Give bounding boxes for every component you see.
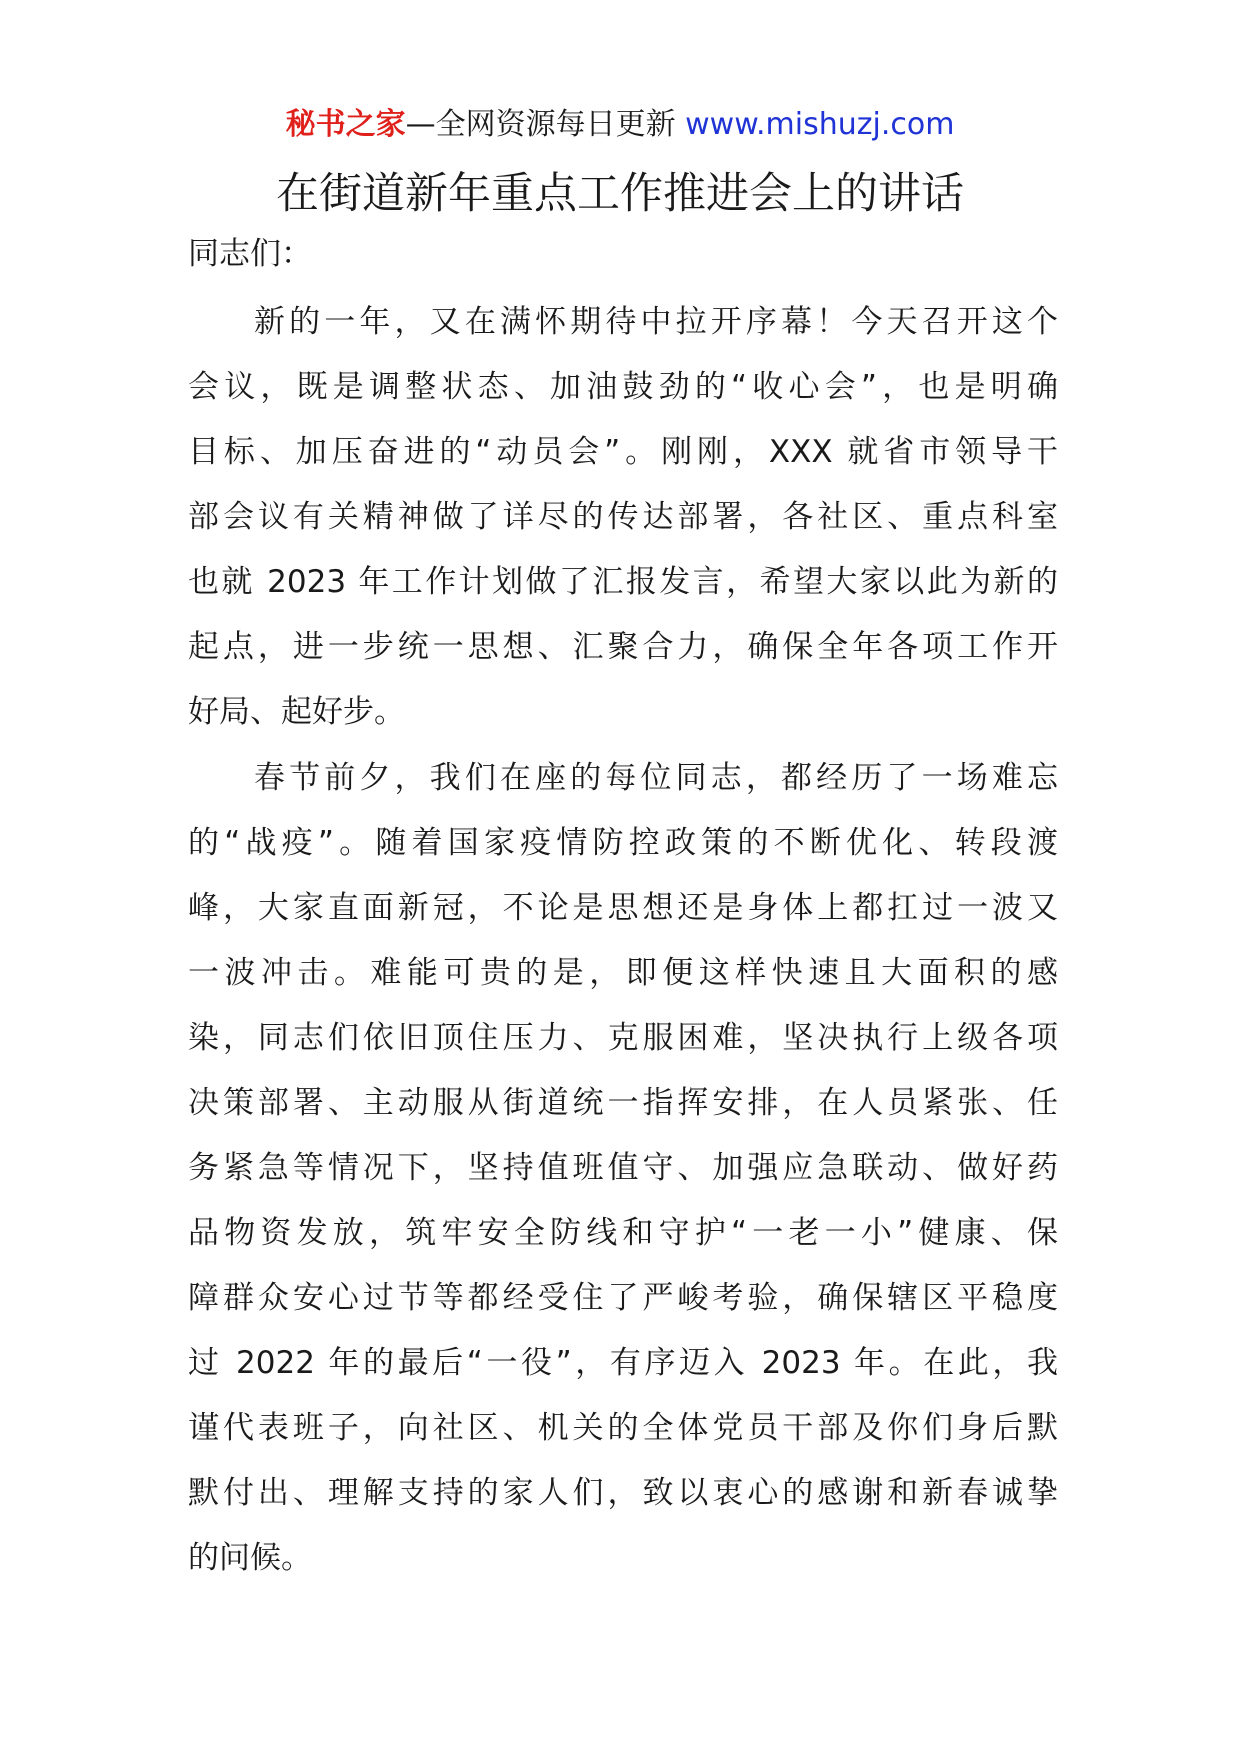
paragraph-line: 品物资发放，筑牢安全防线和守护“一老一小”健康、保: [188, 1215, 1058, 1251]
paragraph-line: 障群众安心过节等都经受住了严峻考验，确保辖区平稳度: [188, 1280, 1058, 1316]
body-paragraph: [188, 290, 1058, 745]
paragraph-line: 好局、起好步。: [188, 694, 405, 730]
paragraph-line: 一波冲击。难能可贵的是，即便这样快速且大面积的感: [188, 955, 1058, 991]
body-paragraph: [188, 746, 1058, 1591]
paragraph-line: 的“战疫”。随着国家疫情防控政策的不断优化、转段渡: [188, 825, 1058, 861]
paragraph-line: 过 2022 年的最后“一役”，有序迈入 2023 年。在此，我: [188, 1345, 1058, 1381]
paragraph-line: 谨代表班子，向社区、机关的全体党员干部及你们身后默: [188, 1410, 1058, 1446]
site-name: 秘书之家: [285, 107, 406, 142]
paragraph-line: 决策部署、主动服从街道统一指挥安排，在人员紧张、任: [188, 1085, 1058, 1121]
paragraph-line: 目标、加压奋进的“动员会”。刚刚，XXX 就省市领导干: [188, 434, 1058, 470]
salutation: 同志们：: [188, 236, 312, 272]
paragraph-line: 默付出、理解支持的家人们，致以衷心的感谢和新春诚挚: [188, 1475, 1058, 1511]
header-banner: [0, 100, 1240, 150]
paragraph-line: 染，同志们依旧顶住压力、克服困难，坚决执行上级各项: [188, 1020, 1058, 1056]
site-url-link[interactable]: www.mishuzj.com: [685, 107, 955, 142]
paragraph-line: 起点，进一步统一思想、汇聚合力，确保全年各项工作开: [188, 629, 1058, 665]
paragraph-line: 也就 2023 年工作计划做了汇报发言，希望大家以此为新的: [188, 564, 1058, 600]
paragraph-line: 新的一年，又在满怀期待中拉开序幕！今天召开这个: [254, 304, 1058, 340]
paragraph-line: 部会议有关精神做了详尽的传达部署，各社区、重点科室: [188, 499, 1058, 535]
paragraph-line: 会议，既是调整状态、加油鼓劲的“收心会”，也是明确: [188, 369, 1058, 405]
paragraph-line: 峰，大家直面新冠，不论是思想还是身体上都扛过一波又: [188, 890, 1058, 926]
paragraph-line: 的问候。: [188, 1540, 312, 1576]
paragraph-line: 春节前夕，我们在座的每位同志，都经历了一场难忘: [254, 760, 1058, 796]
header-slogan: —全网资源每日更新: [405, 107, 686, 142]
paragraph-line: 务紧急等情况下，坚持值班值守、加强应急联动、做好药: [188, 1150, 1058, 1186]
document-title: 在街道新年重点工作推进会上的讲话: [276, 169, 964, 219]
